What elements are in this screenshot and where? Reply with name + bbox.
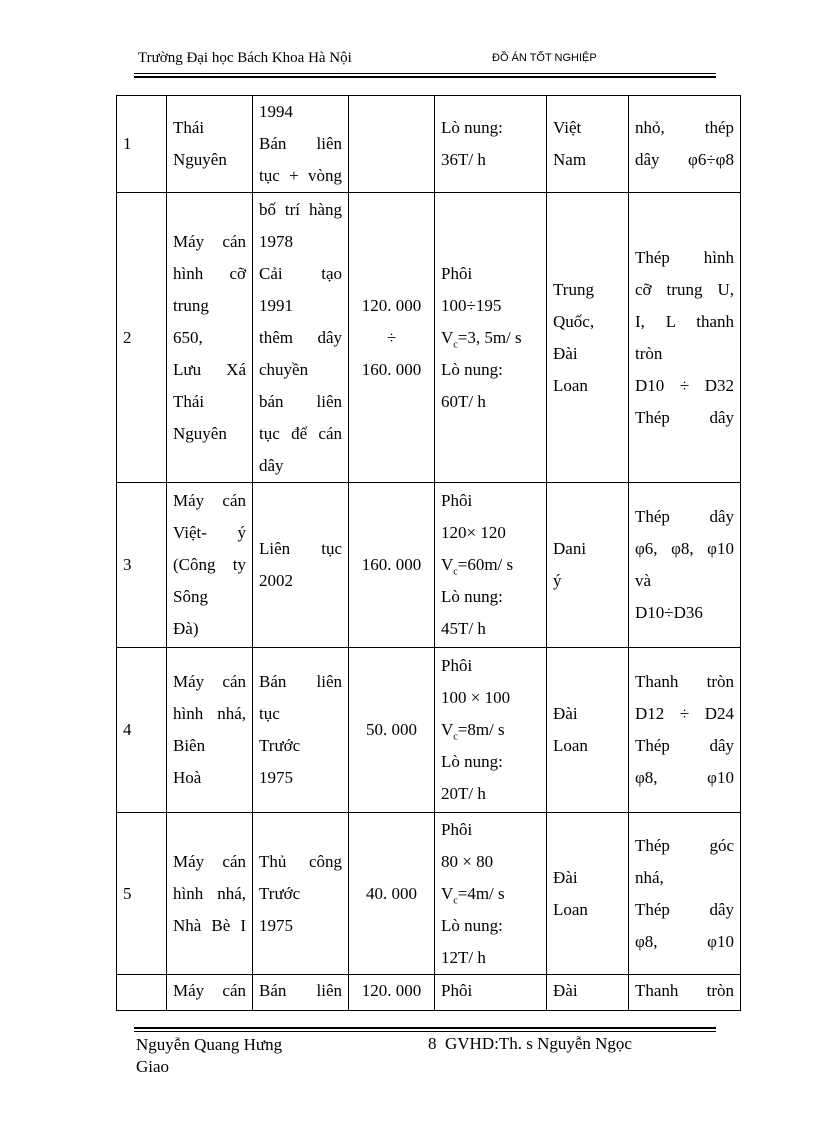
cell-origin (547, 813, 629, 975)
cell-mill-name (167, 648, 253, 813)
footer-author-block (136, 1034, 282, 1078)
cell-line: dây (259, 455, 284, 475)
advisor-name: GVHD:Th. s Nguyễn Ngọc (445, 1034, 632, 1053)
cell-line: 120. 000 (361, 981, 422, 1000)
cell-line: Thái (173, 391, 205, 411)
cell-line: 3 (123, 555, 132, 574)
table-row (117, 813, 741, 975)
cell-origin (547, 193, 629, 483)
table-row (117, 483, 741, 648)
cell-params (435, 975, 547, 1011)
cell-line: hình cỡ (173, 263, 246, 283)
cell-line: Nguyên (173, 150, 227, 169)
cell-line: 2002 (259, 571, 293, 590)
cell-line: 650, (173, 327, 203, 347)
cell-line: Biên (173, 736, 206, 755)
cell-line: Hoà (173, 768, 202, 787)
cell-line: Việt- ý (173, 523, 246, 542)
cell-line: Phôi (441, 981, 473, 1000)
cell-line: 1 (123, 134, 132, 153)
table-row (117, 96, 741, 193)
footer-rule-top (134, 1027, 716, 1029)
cell-line: 4 (123, 720, 132, 739)
cell-line: φ8, φ10 (635, 768, 734, 787)
cell-no (117, 96, 167, 193)
cell-line: Lưu Xá (173, 359, 246, 379)
cell-products (629, 483, 741, 648)
cell-line: bán liên (259, 391, 342, 411)
cell-line: cỡ trung U, (635, 279, 734, 299)
cell-line: tục + vòng (259, 166, 342, 185)
cell-line: tục để cán (259, 423, 342, 443)
cell-line: Bán liên (259, 134, 342, 153)
cell-line: 20T/ h (441, 784, 486, 803)
cell-line: 1975 (259, 915, 293, 935)
cell-params (435, 96, 547, 193)
cell-line: Máy cán (173, 672, 246, 691)
cell-line: (Công ty (173, 555, 246, 574)
cell-line: và (635, 571, 652, 590)
footer-page-advisor (428, 1034, 632, 1054)
cell-line: Thép dây (635, 407, 734, 427)
cell-line: ý (553, 571, 562, 590)
cell-year (253, 813, 349, 975)
cell-line: 60T/ h (441, 391, 486, 411)
cell-line: Lò nung: (441, 118, 503, 137)
cell-line: 2 (123, 327, 132, 347)
cell-no (117, 483, 167, 648)
cell-line: $V_c=3$, 5m/ s (441, 327, 522, 350)
cell-line: 50. 000 (366, 720, 417, 739)
cell-year (253, 193, 349, 483)
cell-line: Bán liên (259, 981, 342, 1000)
cell-capacity (349, 96, 435, 193)
cell-line: $V_c=4m/$ s (441, 883, 505, 906)
cell-line: Thép dây (635, 736, 734, 755)
cell-mill-name (167, 483, 253, 648)
cell-line: Lò nung: (441, 359, 503, 379)
cell-line: Máy cán (173, 851, 246, 871)
cell-line: Thanh tròn (635, 981, 734, 1000)
cell-line: Đài (553, 343, 578, 363)
cell-line: dây φ6÷φ8 (635, 150, 734, 169)
project-title: ĐỒ ÁN TỐT NGHIỆP (492, 52, 597, 64)
cell-line: I, L thanh (635, 311, 734, 331)
cell-mill-name (167, 975, 253, 1011)
cell-year (253, 975, 349, 1011)
cell-line: Dani (553, 539, 587, 558)
cell-mill-name (167, 96, 253, 193)
cell-line: nhỏ, thép (635, 118, 734, 137)
cell-capacity (349, 193, 435, 483)
cell-line: Nguyên (173, 423, 227, 443)
cell-products (629, 648, 741, 813)
cell-line: Phôi (441, 819, 473, 839)
cell-mill-name (167, 193, 253, 483)
cell-line: Thép dây (635, 899, 734, 919)
cell-line: φ8, φ10 (635, 931, 734, 951)
cell-line: Đài (553, 867, 578, 887)
cell-line: Đài (553, 704, 578, 723)
cell-line: bố trí hàng (259, 199, 342, 219)
cell-products (629, 96, 741, 193)
cell-line: Lò nung: (441, 752, 503, 771)
cell-capacity (349, 975, 435, 1011)
cell-line: Trung (553, 279, 594, 299)
cell-line: Thép hình (635, 247, 734, 267)
cell-line: 120× 120 (441, 523, 506, 542)
cell-line: Sông (173, 587, 208, 606)
cell-line: Loan (553, 736, 588, 755)
cell-line: 160. 000 (361, 359, 422, 379)
cell-line: 45T/ h (441, 619, 486, 638)
cell-year (253, 96, 349, 193)
cell-capacity (349, 483, 435, 648)
cell-line: 1975 (259, 768, 293, 787)
cell-line: Thủ công (259, 851, 342, 871)
cell-line: thêm dây (259, 327, 342, 347)
cell-line: 1994 (259, 102, 293, 121)
cell-line: Thái (173, 118, 205, 137)
cell-origin (547, 483, 629, 648)
cell-line: Trước (259, 883, 301, 903)
cell-no (117, 193, 167, 483)
cell-line: Phôi (441, 491, 473, 510)
cell-line: Liên tục (259, 539, 342, 558)
cell-no (117, 813, 167, 975)
cell-no (117, 648, 167, 813)
cell-params (435, 193, 547, 483)
mill-table (116, 95, 741, 1011)
cell-line: Phôi (441, 656, 473, 675)
cell-line: 40. 000 (366, 883, 417, 903)
cell-line: Cải tạo (259, 263, 342, 283)
header-rule-top (134, 73, 716, 74)
cell-line: 5 (123, 883, 132, 903)
cell-no (117, 975, 167, 1011)
cell-line: Máy cán (173, 981, 246, 1000)
cell-line: 12T/ h (441, 947, 486, 967)
cell-params (435, 483, 547, 648)
cell-products (629, 975, 741, 1011)
cell-year (253, 648, 349, 813)
cell-line: D10 ÷ D32 (635, 375, 734, 395)
cell-line: trung (173, 295, 209, 315)
cell-line: 100÷195 (441, 295, 502, 315)
cell-line: $V_c=8m/$ s (441, 720, 505, 743)
cell-line: Bán liên (259, 672, 342, 691)
cell-origin (547, 96, 629, 193)
cell-origin (547, 975, 629, 1011)
cell-line: 1978 (259, 231, 293, 251)
cell-line: φ6, φ8, φ10 (635, 539, 734, 558)
cell-line: Loan (553, 375, 588, 395)
cell-line: Lò nung: (441, 915, 503, 935)
cell-line: Thép góc (635, 835, 734, 855)
cell-line: hình nhá, (173, 704, 246, 723)
author-name: Nguyễn Quang Hưng (136, 1035, 283, 1054)
cell-line: $V_c=60m/$ s (441, 555, 514, 578)
cell-line: Máy cán (173, 231, 246, 251)
cell-line: Thép dây (635, 507, 734, 526)
cell-line: nhá, (635, 867, 664, 887)
advisor-name-cont: Giao (136, 1057, 170, 1076)
cell-line: Lò nung: (441, 587, 503, 606)
cell-mill-name (167, 813, 253, 975)
cell-line: 160. 000 (361, 555, 422, 574)
cell-line: 120. 000 (361, 295, 422, 315)
cell-capacity (349, 813, 435, 975)
cell-origin (547, 648, 629, 813)
cell-line: D12 ÷ D24 (635, 704, 734, 723)
cell-line: Máy cán (173, 491, 246, 510)
header-rule-bottom (134, 76, 716, 78)
page-number: 8 (428, 1034, 437, 1053)
cell-line: Việt (553, 118, 582, 137)
table-row (117, 975, 741, 1011)
cell-params (435, 813, 547, 975)
cell-capacity (349, 648, 435, 813)
table-row (117, 193, 741, 483)
footer-rule-bottom (134, 1031, 716, 1032)
cell-line: ÷ (386, 327, 397, 347)
cell-line: 1991 (259, 295, 293, 315)
cell-line: Đà) (173, 619, 199, 638)
cell-products (629, 813, 741, 975)
cell-line: Nam (553, 150, 587, 169)
school-name: Trường Đại học Bách Khoa Hà Nội (138, 50, 352, 66)
cell-line: Loan (553, 899, 588, 919)
cell-line: Quốc, (553, 311, 595, 331)
cell-line: Phôi (441, 263, 473, 283)
cell-year (253, 483, 349, 648)
table-row (117, 648, 741, 813)
cell-line: tròn (635, 343, 663, 363)
cell-params (435, 648, 547, 813)
cell-line: Đài (553, 981, 578, 1000)
cell-line: hình nhá, (173, 883, 246, 903)
cell-products (629, 193, 741, 483)
cell-line: 80 × 80 (441, 851, 494, 871)
cell-line: Nhà Bè I (173, 915, 246, 935)
cell-line: chuyền (259, 359, 309, 379)
cell-line: D10÷D36 (635, 603, 703, 622)
cell-line: 36T/ h (441, 150, 486, 169)
cell-line: 100 × 100 (441, 688, 511, 707)
cell-line: Thanh tròn (635, 672, 734, 691)
cell-line: Trước (259, 736, 301, 755)
cell-line: tục (259, 704, 280, 723)
